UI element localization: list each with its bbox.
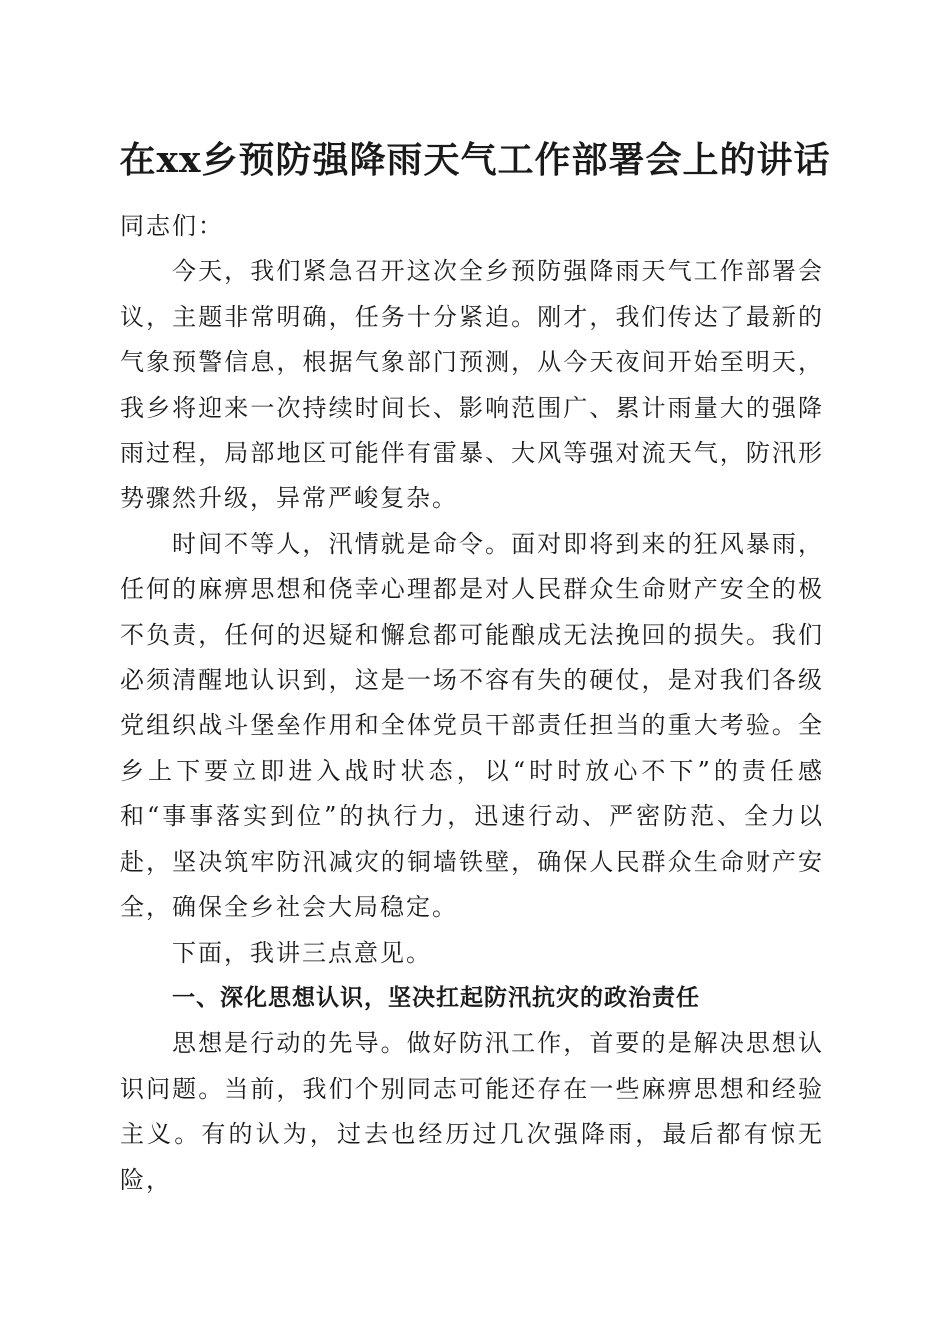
paragraph-opening: 今天，我们紧急召开这次全乡预防强降雨天气工作部署会议，主题非常明确，任务十分紧迫。刚才，我们传达了最新的气象预警信息，根据气象部门预测，从今天夜间开始至明天，我乡将迎来一次持续时间长、影响范围广、累计雨量大的强降雨过程，局部地区可能伴有雷暴、大风等强对流天气，防汛形势骤然升级，异常严峻复杂。 bbox=[120, 257, 824, 513]
paragraph-section-1: 思想是行动的先导。做好防汛工作，首要的是解决思想认识问题。当前，我们个别同志可能还存在一些麻痹思想和经验主义。有的认为，过去也经历过几次强降雨，最后都有惊无险， bbox=[120, 1029, 824, 1194]
salutation: 同志们： bbox=[120, 212, 224, 240]
document-title: 在xx乡预防强降雨天气工作部署会上的讲话 bbox=[119, 139, 831, 181]
document-body bbox=[120, 204, 824, 1203]
paragraph-transition: 下面，我讲三点意见。 bbox=[172, 938, 432, 967]
paragraph-urgency: 时间不等人，汛情就是命令。面对即将到来的狂风暴雨，任何的麻痹思想和侥幸心理都是对人民群众生命财产安全的极不负责，任何的迟疑和懈怠都可能酿成无法挽回的损失。我们必须清醒地认识到，这是一场不容有失的硬仗，是对我们各级党组织战斗堡垒作用和全体党员干部责任担当的重大考验。全乡上下要立即进入战时状态，以“时时放心不下”的责任感和“事事落实到位”的执行力，迅速行动、严密防范、全力以赴，坚决筑牢防汛减灾的铜墙铁壁，确保人民群众生命财产安全，确保全乡社会大局稳定。 bbox=[120, 529, 824, 922]
section-heading-1: 一、深化思想认识，坚决扛起防汛抗灾的政治责任 bbox=[172, 984, 700, 1011]
